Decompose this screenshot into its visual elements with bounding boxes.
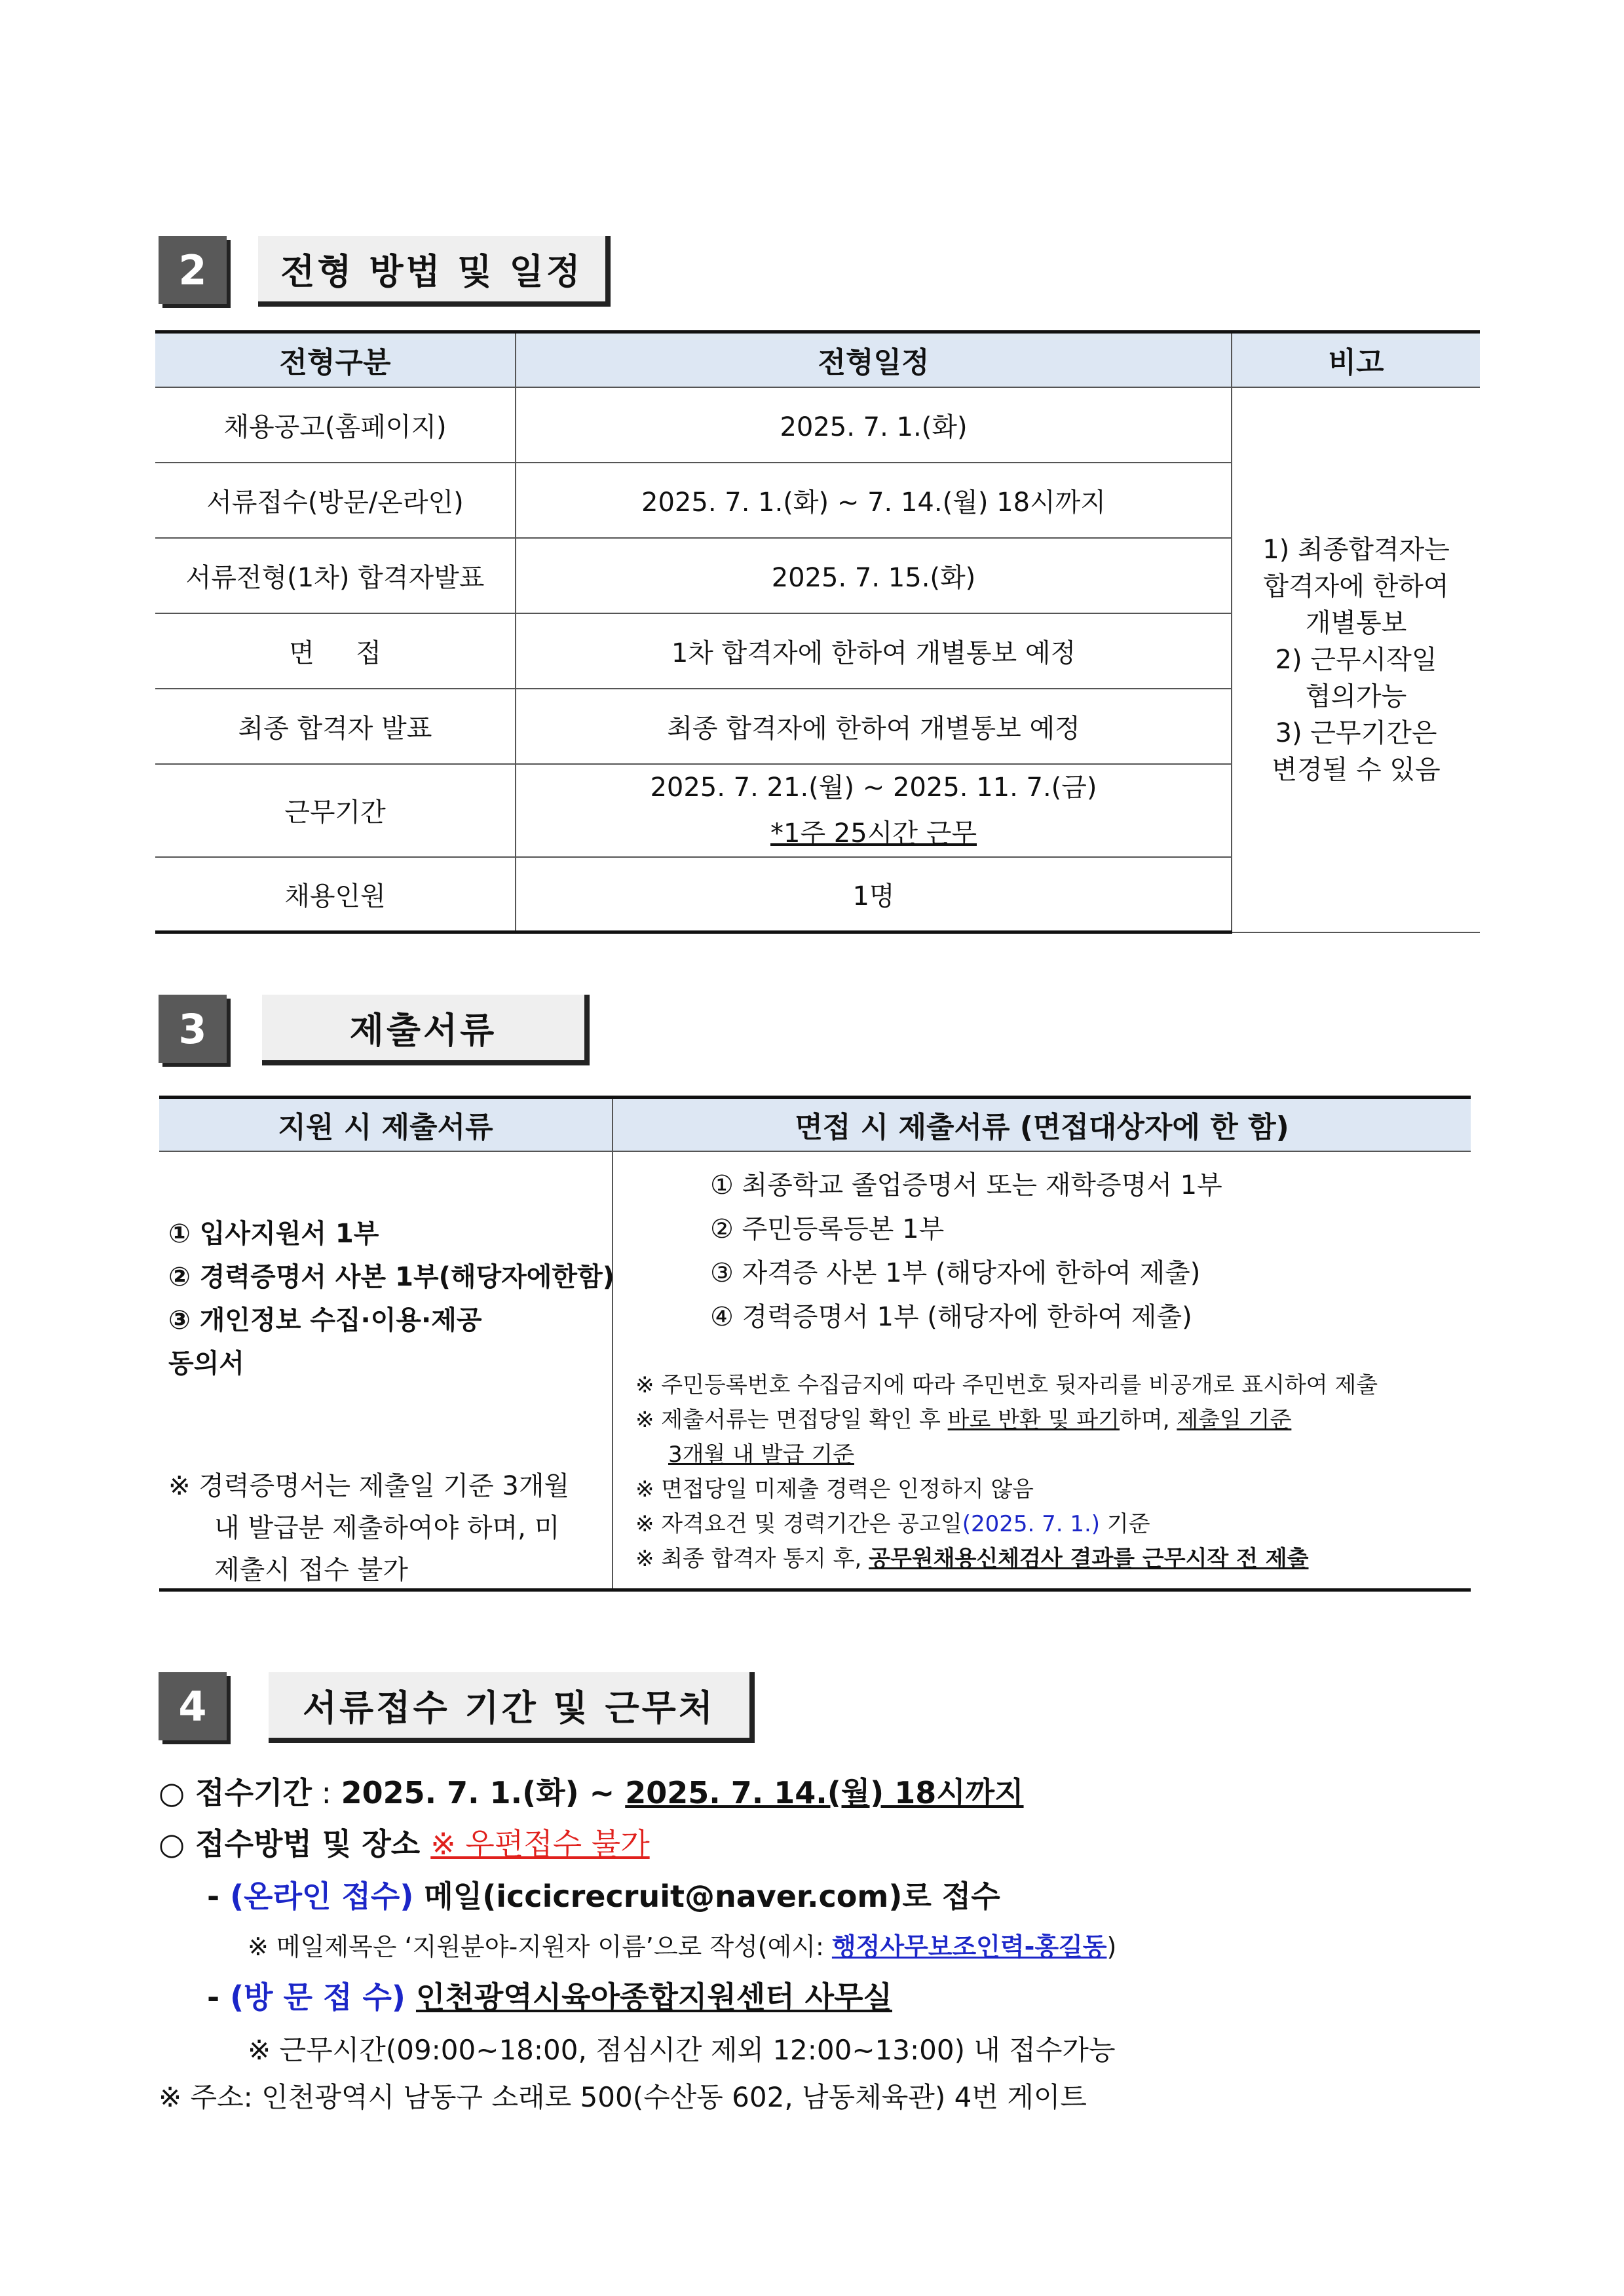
remark-line: 3) 근무기간은: [1275, 718, 1437, 748]
interview-docs-cell: [613, 1151, 1471, 1590]
remark-line: 1) 최종합격자는: [1262, 534, 1450, 565]
schedule-table: [155, 330, 1480, 934]
remark-line: 변경될 수 있음: [1272, 754, 1441, 785]
section-number: 3: [159, 995, 227, 1063]
stage-cell: 채용인원: [155, 857, 516, 932]
remark-line: 합격자에 한하여: [1263, 571, 1449, 602]
note-line: 3개월 내 발급 기준: [668, 1441, 854, 1468]
col-header-schedule: 전형일정: [516, 332, 1232, 387]
application-method: ○ 접수방법 및 장소 ※ 우편접수 불가: [159, 1826, 650, 1862]
application-period: ○ 접수기간 : 2025. 7. 1.(화) ~ 2025. 7. 14.(월) 18시까지: [159, 1775, 1024, 1810]
schedule-cell: 2025. 7. 1.(화): [516, 387, 1232, 463]
doc-item: ③ 자격증 사본 1부 (해당자에 한하여 제출): [710, 1257, 1201, 1288]
remarks-cell: [1232, 387, 1480, 932]
remark-line: 협의가능: [1305, 681, 1407, 712]
schedule-cell: 최종 합격자에 한하여 개별통보 예정: [516, 689, 1232, 764]
stage-cell: 서류전형(1차) 합격자발표: [155, 538, 516, 613]
hours-note: ※ 근무시간(09:00~18:00, 점심시간 제외 12:00~13:00) 내 접수가능: [248, 2034, 1116, 2066]
note-line: 제출시 접수 불가: [214, 1554, 408, 1585]
schedule-note: *1주 25시간 근무: [770, 818, 977, 849]
stage-cell: 근무기간: [155, 764, 516, 857]
section-3-header: [159, 995, 584, 1063]
note-line: ※ 경력증명서는 제출일 기준 3개월: [168, 1470, 570, 1501]
col-header-interview-docs: 면접 시 제출서류 (면접대상자에 한 함): [613, 1098, 1471, 1151]
application-docs-cell: [159, 1151, 613, 1590]
stage-cell: 면 접: [155, 613, 516, 689]
schedule-cell: 1차 합격자에 한하여 개별통보 예정: [516, 613, 1232, 689]
section-title: 서류접수 기간 및 근무처: [269, 1672, 755, 1743]
section-2-header: [159, 236, 611, 304]
doc-item: 동의서: [168, 1348, 244, 1379]
note-line: ※ 자격요건 및 경력기간은 공고일(2025. 7. 1.) 기준: [635, 1510, 1150, 1537]
note-line: ※ 주민등록번호 수집금지에 따라 주민번호 뒷자리를 비공개로 표시하여 제출: [635, 1371, 1378, 1398]
note-line: ※ 제출서류는 면접당일 확인 후 바로 반환 및 파기하며, 제출일 기준: [635, 1406, 1292, 1433]
doc-item: ④ 경력증명서 1부 (해당자에 한하여 제출): [710, 1301, 1192, 1332]
note-line: ※ 최종 합격자 통지 후, 공무원채용신체검사 결과를 근무시작 전 제출: [635, 1545, 1309, 1572]
doc-item: ① 최종학교 졸업증명서 또는 재학증명서 1부: [710, 1170, 1222, 1200]
section-title: 제출서류: [262, 995, 590, 1065]
stage-cell: 최종 합격자 발표: [155, 689, 516, 764]
col-header-remarks: 비고: [1232, 332, 1480, 387]
stage-cell: 채용공고(홈페이지): [155, 387, 516, 463]
schedule-cell: 2025. 7. 1.(화) ~ 7. 14.(월) 18시까지: [516, 463, 1232, 538]
schedule-cell: 1명: [516, 857, 1232, 932]
section-number: 4: [159, 1672, 227, 1740]
visit-application: - (방 문 접 수) 인천광역시육아종합지원센터 사무실: [207, 1980, 892, 2015]
doc-item: ③ 개인정보 수집·이용·제공: [168, 1305, 482, 1335]
email-subject-note: ※ 메일제목은 ‘지원분야-지원자 이름’으로 작성(예시: 행정사무보조인력-홍길동): [248, 1932, 1117, 1961]
section-4-header: [159, 1672, 755, 1740]
remark-line: 개별통보: [1305, 607, 1407, 638]
online-application: - (온라인 접수) 메일(iccicrecruit@naver.com)로 접수: [207, 1879, 1000, 1914]
col-header-application-docs: 지원 시 제출서류: [159, 1098, 613, 1151]
schedule-cell: 2025. 7. 15.(화): [516, 538, 1232, 613]
doc-item: ② 주민등록등본 1부: [710, 1214, 945, 1244]
schedule-cell: [516, 764, 1232, 857]
note-line: ※ 면접당일 미제출 경력은 인정하지 않음: [635, 1476, 1034, 1502]
doc-item: ② 경력증명서 사본 1부(해당자에한함): [168, 1261, 614, 1292]
doc-item: ① 입사지원서 1부: [168, 1218, 379, 1249]
stage-cell: 서류접수(방문/온라인): [155, 463, 516, 538]
col-header-stage: 전형구분: [155, 332, 516, 387]
section-title: 전형 방법 및 일정: [258, 236, 611, 307]
remark-line: 2) 근무시작일: [1275, 644, 1437, 675]
schedule-text: 2025. 7. 21.(월) ~ 2025. 11. 7.(금): [650, 772, 1097, 803]
section-number: 2: [159, 236, 227, 304]
address-note: ※ 주소: 인천광역시 남동구 소래로 500(수산동 602, 남동체육관) 4번 게이트: [159, 2081, 1087, 2113]
documents-table: [159, 1096, 1471, 1592]
note-line: 내 발급분 제출하여야 하며, 미: [214, 1512, 560, 1543]
